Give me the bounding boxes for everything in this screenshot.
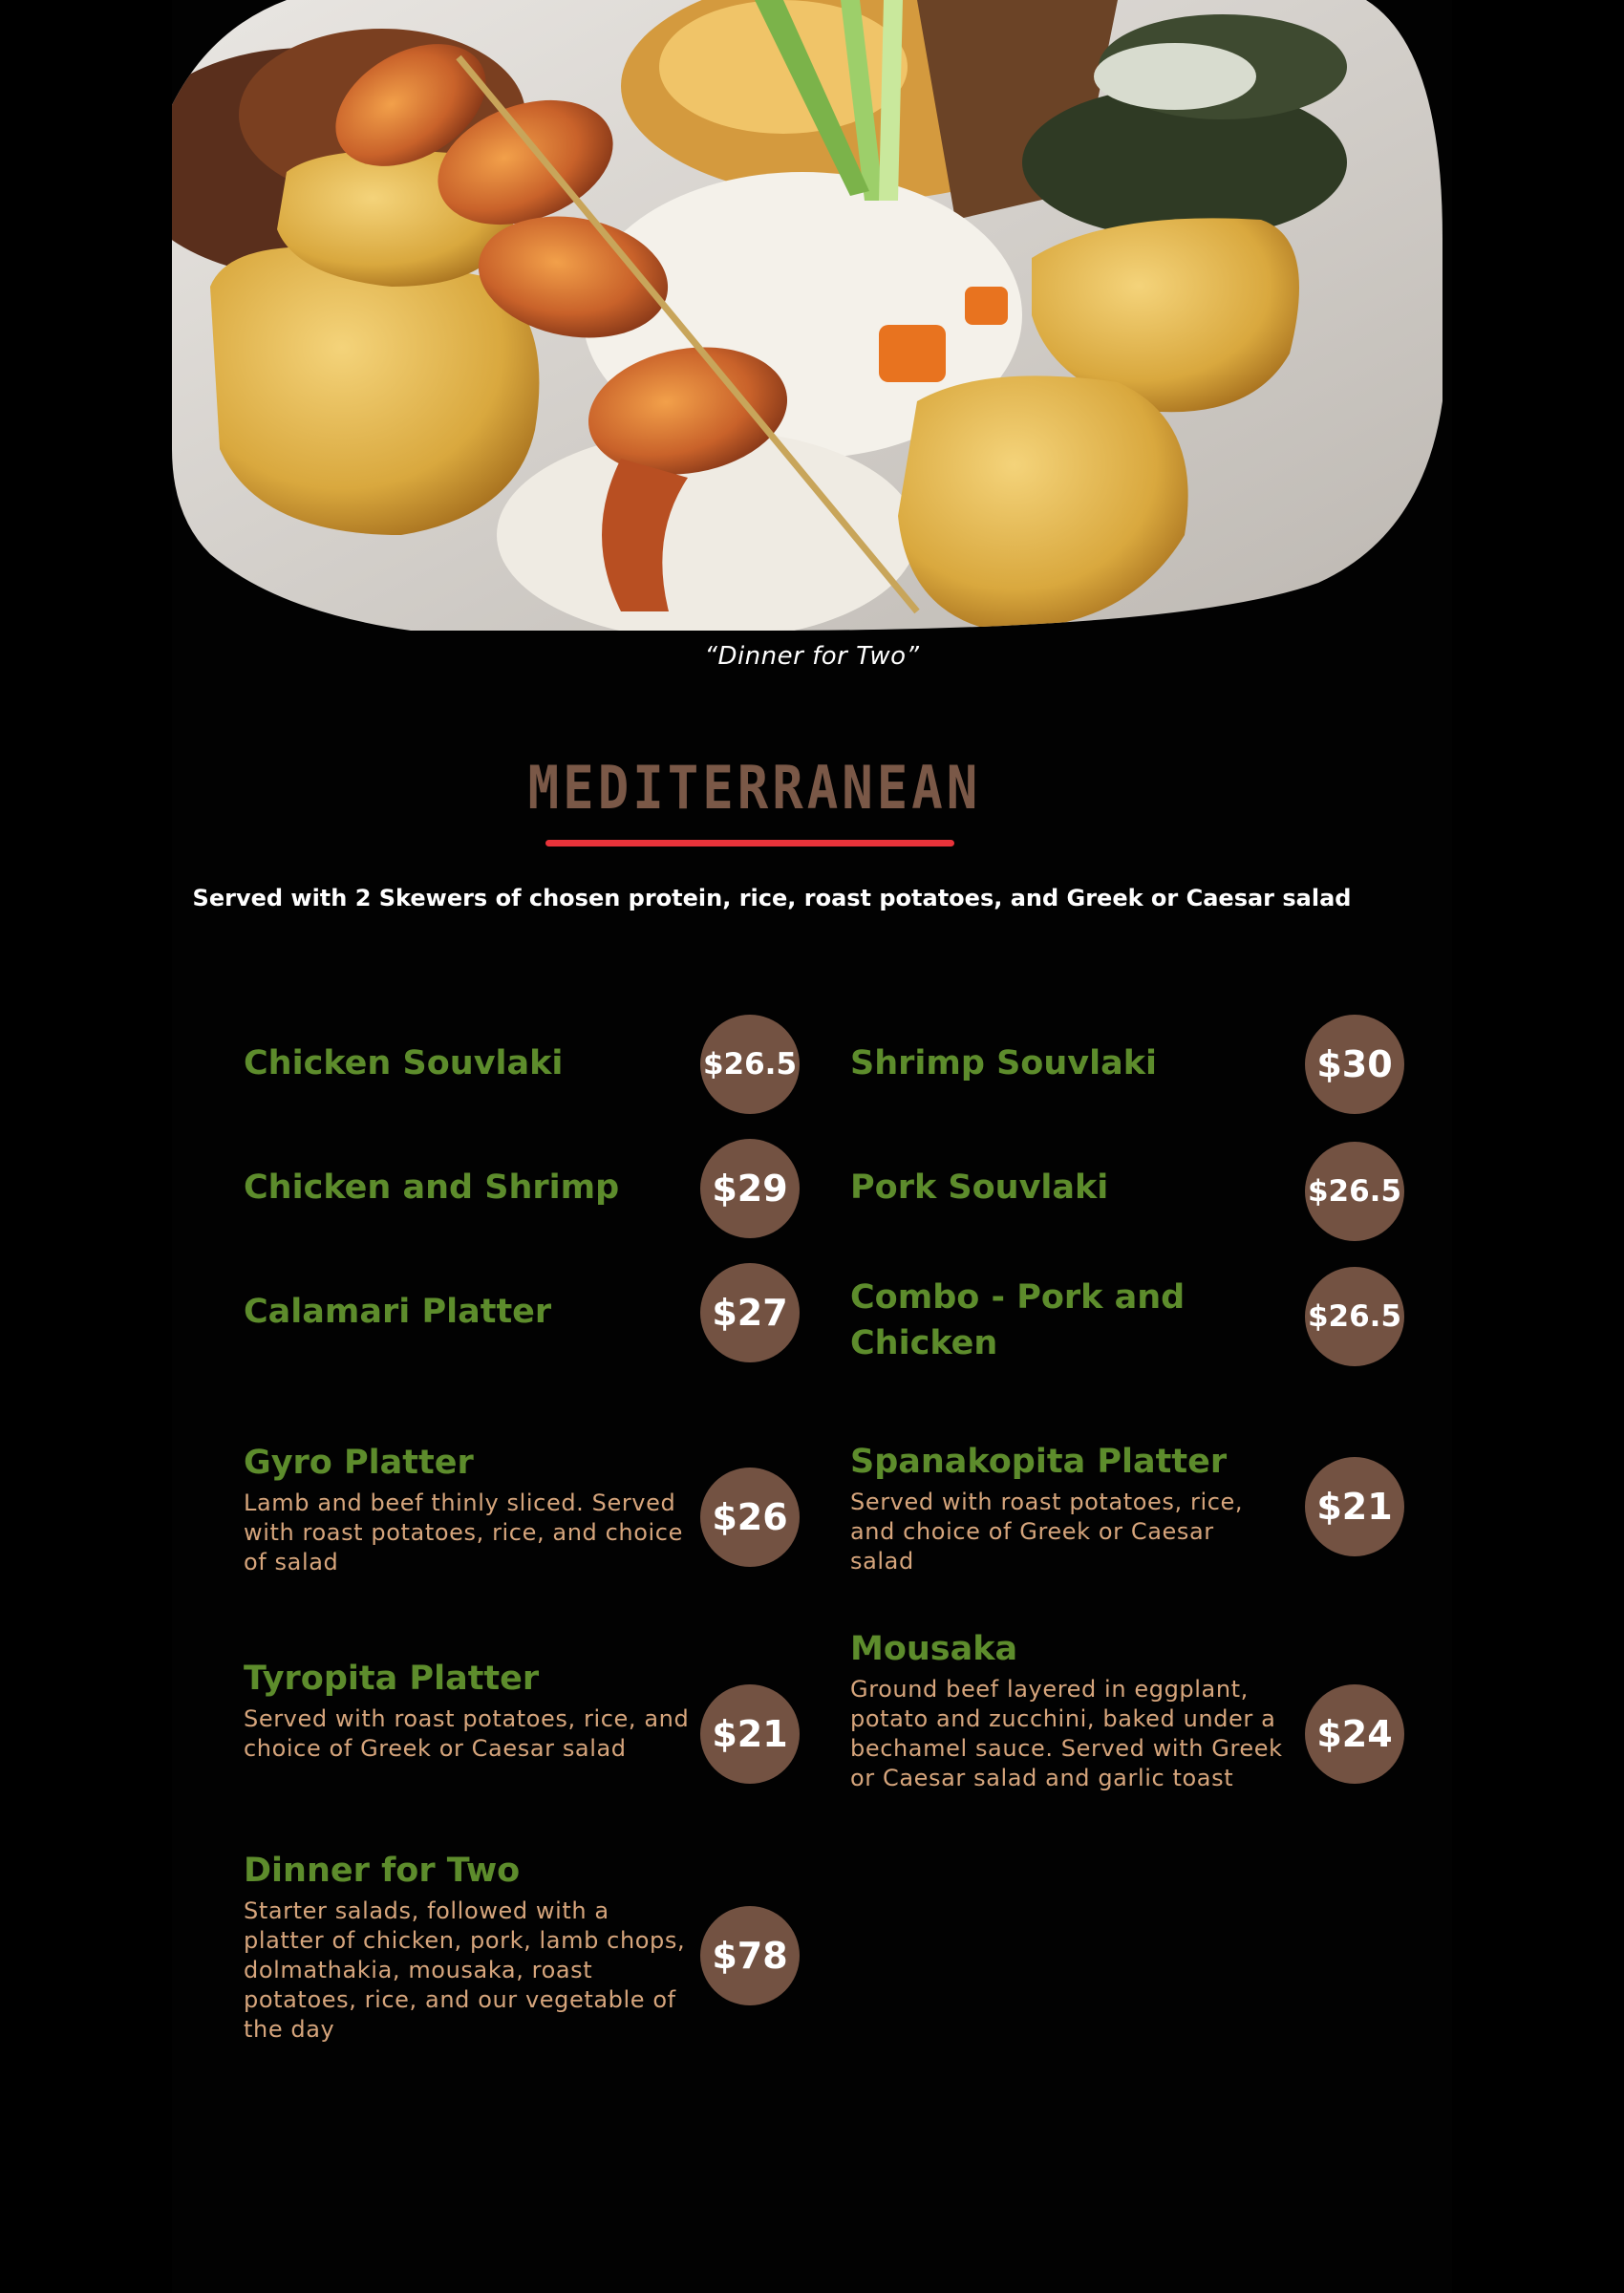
price-badge: $29 <box>700 1139 800 1238</box>
price-badge: $26.5 <box>700 1015 800 1114</box>
menu-item-combo-pork-and-chicken <box>850 1275 1213 1366</box>
item-name: Tyropita Platter <box>244 1660 540 1698</box>
menu-item-spanakopita-platter <box>850 1439 1261 1576</box>
item-name: Chicken Souvlaki <box>244 1044 564 1082</box>
menu-item-mousaka <box>850 1626 1299 1793</box>
menu-item-pork-souvlaki <box>850 1165 1297 1211</box>
menu-item-calamari-platter <box>244 1289 691 1335</box>
item-name: Dinner for Two <box>244 1852 521 1890</box>
price-badge: $26.5 <box>1305 1142 1404 1241</box>
item-description: Ground beef layered in eggplant, potato and zucchini, baked under a bechamel sauce. Served with Greek or Caesar salad and garlic toast <box>850 1676 1283 1791</box>
item-name: Calamari Platter <box>244 1293 552 1331</box>
item-name: Mousaka <box>850 1630 1018 1668</box>
price-badge: $30 <box>1305 1015 1404 1114</box>
menu-item-chicken-souvlaki <box>244 1040 691 1086</box>
item-name: Chicken and Shrimp <box>244 1168 620 1207</box>
price-badge: $24 <box>1305 1684 1404 1784</box>
page-margin-right <box>1452 0 1624 2293</box>
item-name: Shrimp Souvlaki <box>850 1044 1157 1082</box>
section-title: MEDITERRANEAN <box>527 753 982 823</box>
menu-item-chicken-and-shrimp <box>244 1165 691 1211</box>
dinner-for-two-photo <box>172 0 1442 631</box>
item-description: Starter salads, followed with a platter of chicken, pork, lamb chops, dolmathakia, mousaka, roast potatoes, rice, and our vegetable of the day <box>244 1897 686 2043</box>
menu-item-gyro-platter <box>244 1440 691 1577</box>
item-description: Served with roast potatoes, rice, and choice of Greek or Caesar salad <box>244 1705 690 1762</box>
section-divider <box>545 840 954 846</box>
price-badge: $26 <box>700 1468 800 1567</box>
price-badge: $21 <box>700 1684 800 1784</box>
item-description: Lamb and beef thinly sliced. Served with roast potatoes, rice, and choice of salad <box>244 1489 683 1575</box>
item-name: Gyro Platter <box>244 1444 474 1482</box>
price-badge: $78 <box>700 1906 800 2005</box>
price-badge: $27 <box>700 1263 800 1362</box>
price-badge: $26.5 <box>1305 1267 1404 1366</box>
section-description: Served with 2 Skewers of chosen protein, rice, roast potatoes, and Greek or Caesar salad <box>192 885 1352 911</box>
item-description: Served with roast potatoes, rice, and choice of Greek or Caesar salad <box>850 1489 1244 1575</box>
page-margin-left <box>0 0 172 2293</box>
menu-item-dinner-for-two <box>244 1848 691 2045</box>
price-badge: $21 <box>1305 1457 1404 1556</box>
menu-item-tyropita-platter <box>244 1656 691 1764</box>
item-name: Pork Souvlaki <box>850 1168 1109 1207</box>
photo-caption: “Dinner for Two” <box>704 642 920 671</box>
item-name: Combo - Pork and Chicken <box>850 1278 1186 1362</box>
item-name: Spanakopita Platter <box>850 1443 1228 1481</box>
menu-item-shrimp-souvlaki <box>850 1040 1297 1086</box>
